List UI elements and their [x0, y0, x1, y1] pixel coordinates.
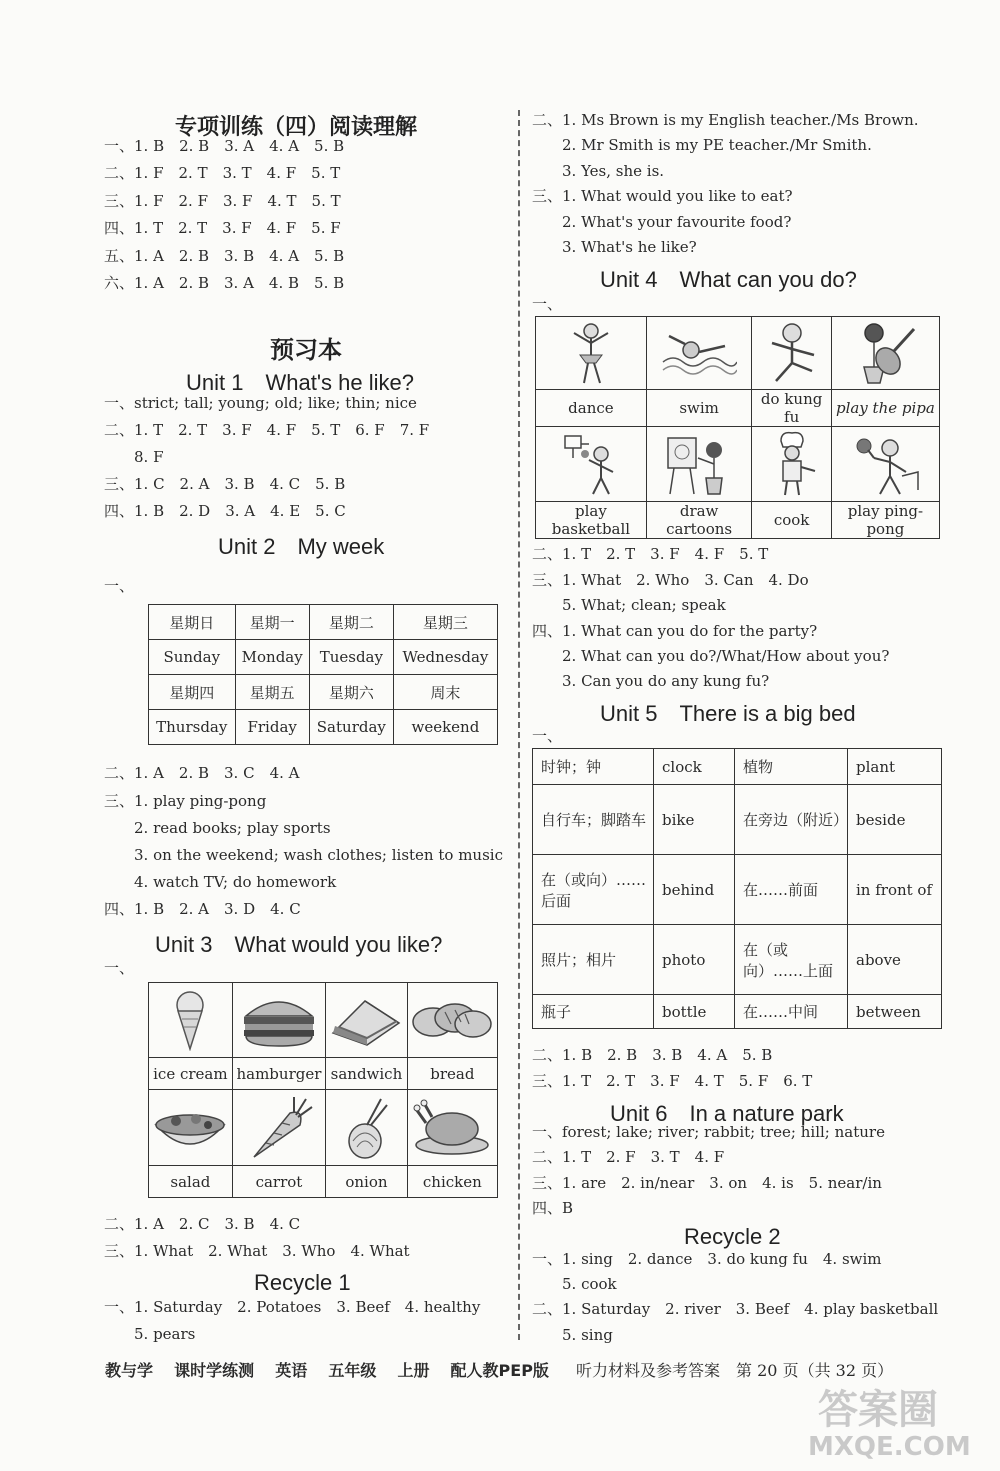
answer-line: 5. sing [532, 1326, 613, 1344]
table-cell: 在……前面 [735, 855, 848, 925]
food-label: carrot [232, 1166, 325, 1198]
table-cell: Friday [235, 710, 309, 745]
table-cell: 植物 [735, 749, 848, 785]
table-cell: Sunday [149, 640, 236, 675]
cook-picture [752, 427, 831, 502]
kung-fu-picture [752, 317, 831, 390]
food-label: hamburger [232, 1058, 325, 1090]
table-cell: bike [654, 785, 735, 855]
page-footer [105, 1358, 893, 1381]
ping-pong-picture [831, 427, 939, 502]
answer-line: 2. read books; play sports [104, 819, 331, 837]
table-cell: 在旁边（附近） [735, 785, 848, 855]
question-label: 一、 [104, 959, 135, 977]
table-cell: Monday [235, 640, 309, 675]
answer-line: 四、B [532, 1199, 574, 1217]
food-label: chicken [407, 1166, 497, 1198]
table-cell: 周末 [393, 675, 497, 710]
answer-line: 三、1. F 2. F 3. F 4. T 5. T [104, 192, 341, 210]
answer-line: 3. Can you do any kung fu? [532, 672, 770, 690]
food-label: bread [407, 1058, 497, 1090]
answer-line: 二、1. B 2. B 3. B 4. A 5. B [532, 1046, 773, 1064]
vocabulary-table [532, 748, 942, 1029]
table-cell: 在（或向）……后面 [533, 855, 654, 925]
answer-line: 2. Mr Smith is my PE teacher./Mr Smith. [532, 136, 872, 154]
table-cell: 瓶子 [533, 995, 654, 1029]
answer-line: 二、1. Saturday 2. river 3. Beef 4. play basketball [532, 1300, 939, 1318]
table-cell: Thursday [149, 710, 236, 745]
answer-line: 二、1. A 2. C 3. B 4. C [104, 1215, 301, 1233]
answer-line: 四、1. T 2. T 3. F 4. F 5. F [104, 219, 341, 237]
footer-page-info: 听力材料及参考答案 第 20 页（共 32 页） [576, 1361, 894, 1380]
answer-line: 二、1. A 2. B 3. C 4. A [104, 764, 300, 782]
answer-line: 3. Yes, she is. [532, 162, 665, 180]
sandwich-picture [326, 983, 408, 1058]
answer-line: 2. What's your favourite food? [532, 213, 792, 231]
answer-line: 三、1. are 2. in/near 3. on 4. is 5. near/in [532, 1174, 882, 1192]
watermark-logo: 答案圈 [818, 1387, 938, 1433]
table-cell: beside [848, 785, 942, 855]
table-cell: Tuesday [309, 640, 393, 675]
answer-line: 二、1. T 2. T 3. F 4. F 5. T [532, 545, 769, 563]
table-cell: photo [654, 925, 735, 995]
question-label: 一、 [104, 577, 135, 595]
question-label: 一、 [532, 295, 563, 313]
pipa-picture [831, 317, 939, 390]
table-cell: 自行车；脚踏车 [533, 785, 654, 855]
table-cell: 星期六 [309, 675, 393, 710]
answer-line: 5. What; clean; speak [532, 596, 726, 614]
answer-line: 二、1. Ms Brown is my English teacher./Ms Brown. [532, 111, 919, 129]
draw-cartoons-picture [646, 427, 752, 502]
weekday-table [148, 604, 498, 745]
hamburger-picture [232, 983, 325, 1058]
answer-line: 三、1. What 2. Who 3. Can 4. Do [532, 571, 809, 589]
answer-line: 一、1. B 2. B 3. A 4. A 5. B [104, 137, 345, 155]
answer-line: 一、1. sing 2. dance 3. do kung fu 4. swim [532, 1250, 882, 1268]
table-cell: Saturday [309, 710, 393, 745]
answer-line: 六、1. A 2. B 3. A 4. B 5. B [104, 274, 345, 292]
answer-line: 四、1. B 2. A 3. D 4. C [104, 900, 301, 918]
unit1-title: Unit 1 What's he like? [186, 370, 414, 395]
answer-line: 二、1. T 2. T 3. F 4. F 5. T 6. F 7. F [104, 421, 430, 439]
table-cell: in front of [848, 855, 942, 925]
answer-line: 四、1. What can you do for the party? [532, 622, 818, 640]
activity-label: draw cartoons [646, 502, 752, 539]
answer-line: 3. What's he like? [532, 238, 697, 256]
recycle1-title: Recycle 1 [254, 1270, 351, 1295]
table-cell: behind [654, 855, 735, 925]
section-title-reading: 专项训练（四）阅读理解 [175, 115, 418, 140]
food-table [148, 982, 498, 1198]
table-cell: 时钟；钟 [533, 749, 654, 785]
table-cell: weekend [393, 710, 497, 745]
answer-line: 一、1. Saturday 2. Potatoes 3. Beef 4. healthy [104, 1298, 481, 1316]
table-cell: 星期五 [235, 675, 309, 710]
answer-line: 一、strict; tall; young; old; like; thin; nice [104, 394, 417, 412]
question-label: 一、 [532, 727, 563, 745]
answer-line: 8. F [104, 448, 164, 466]
column-divider [518, 110, 520, 1340]
unit6-title: Unit 6 In a nature park [610, 1101, 844, 1126]
answer-line: 4. watch TV; do homework [104, 873, 337, 891]
footer-series: 课时学练测 [174, 1361, 255, 1380]
swim-picture [646, 317, 752, 390]
activity-label: play basketball [536, 502, 647, 539]
answer-line: 三、1. What would you like to eat? [532, 187, 793, 205]
answer-line: 2. What can you do?/What/How about you? [532, 647, 890, 665]
answer-line: 四、1. B 2. D 3. A 4. E 5. C [104, 502, 346, 520]
table-cell: 星期日 [149, 605, 236, 640]
answer-line: 三、1. T 2. T 3. F 4. T 5. F 6. T [532, 1072, 813, 1090]
activity-label: swim [646, 390, 752, 427]
answer-line: 5. cook [532, 1275, 617, 1293]
table-cell: bottle [654, 995, 735, 1029]
footer-book: 教与学 [105, 1361, 154, 1380]
table-cell: 星期一 [235, 605, 309, 640]
section-title-preview: 预习本 [270, 336, 342, 364]
answer-line: 二、1. T 2. F 3. T 4. F [532, 1148, 725, 1166]
unit4-title: Unit 4 What can you do? [600, 267, 857, 292]
table-cell: clock [654, 749, 735, 785]
table-cell: 星期三 [393, 605, 497, 640]
footer-grade: 五年级 [328, 1361, 377, 1380]
table-cell: 照片；相片 [533, 925, 654, 995]
unit5-title: Unit 5 There is a big bed [600, 701, 856, 726]
answer-line: 3. on the weekend; wash clothes; listen to music [104, 846, 503, 864]
answer-line: 三、1. play ping-pong [104, 792, 267, 810]
food-label: salad [149, 1166, 233, 1198]
food-label: ice cream [149, 1058, 233, 1090]
footer-edition: 配人教PEP版 [450, 1361, 549, 1380]
table-cell: above [848, 925, 942, 995]
unit2-title: Unit 2 My week [218, 534, 385, 559]
food-label: sandwich [326, 1058, 408, 1090]
salad-picture [149, 1090, 233, 1166]
table-cell: 星期四 [149, 675, 236, 710]
answer-line: 五、1. A 2. B 3. B 4. A 5. B [104, 247, 345, 265]
footer-subject: 英语 [275, 1361, 308, 1380]
activity-label: do kung fu [752, 390, 831, 427]
chicken-picture [407, 1090, 497, 1166]
carrot-picture [232, 1090, 325, 1166]
basketball-picture [536, 427, 647, 502]
activity-label: dance [536, 390, 647, 427]
table-cell: 星期二 [309, 605, 393, 640]
table-cell: 在（或向）……上面 [735, 925, 848, 995]
activity-label: play the pipa [831, 390, 939, 427]
answer-line: 三、1. What 2. What 3. Who 4. What [104, 1242, 410, 1260]
unit3-title: Unit 3 What would you like? [155, 932, 443, 957]
table-cell: between [848, 995, 942, 1029]
activity-label: play ping-pong [831, 502, 939, 539]
watermark-url: MXQE.COM [808, 1432, 971, 1462]
answer-line: 二、1. F 2. T 3. T 4. F 5. T [104, 164, 341, 182]
table-cell: plant [848, 749, 942, 785]
activity-table [535, 316, 940, 539]
food-label: onion [326, 1166, 408, 1198]
ice-cream-picture [149, 983, 233, 1058]
table-cell: Wednesday [393, 640, 497, 675]
answer-line: 5. pears [104, 1325, 196, 1343]
table-cell: 在……中间 [735, 995, 848, 1029]
onion-picture [326, 1090, 408, 1166]
answer-line: 三、1. C 2. A 3. B 4. C 5. B [104, 475, 346, 493]
dance-picture [536, 317, 647, 390]
answer-line: 一、forest; lake; river; rabbit; tree; hill; nature [532, 1123, 885, 1141]
activity-label: cook [752, 502, 831, 539]
footer-volume: 上册 [397, 1361, 430, 1380]
bread-picture [407, 983, 497, 1058]
recycle2-title: Recycle 2 [684, 1224, 781, 1249]
